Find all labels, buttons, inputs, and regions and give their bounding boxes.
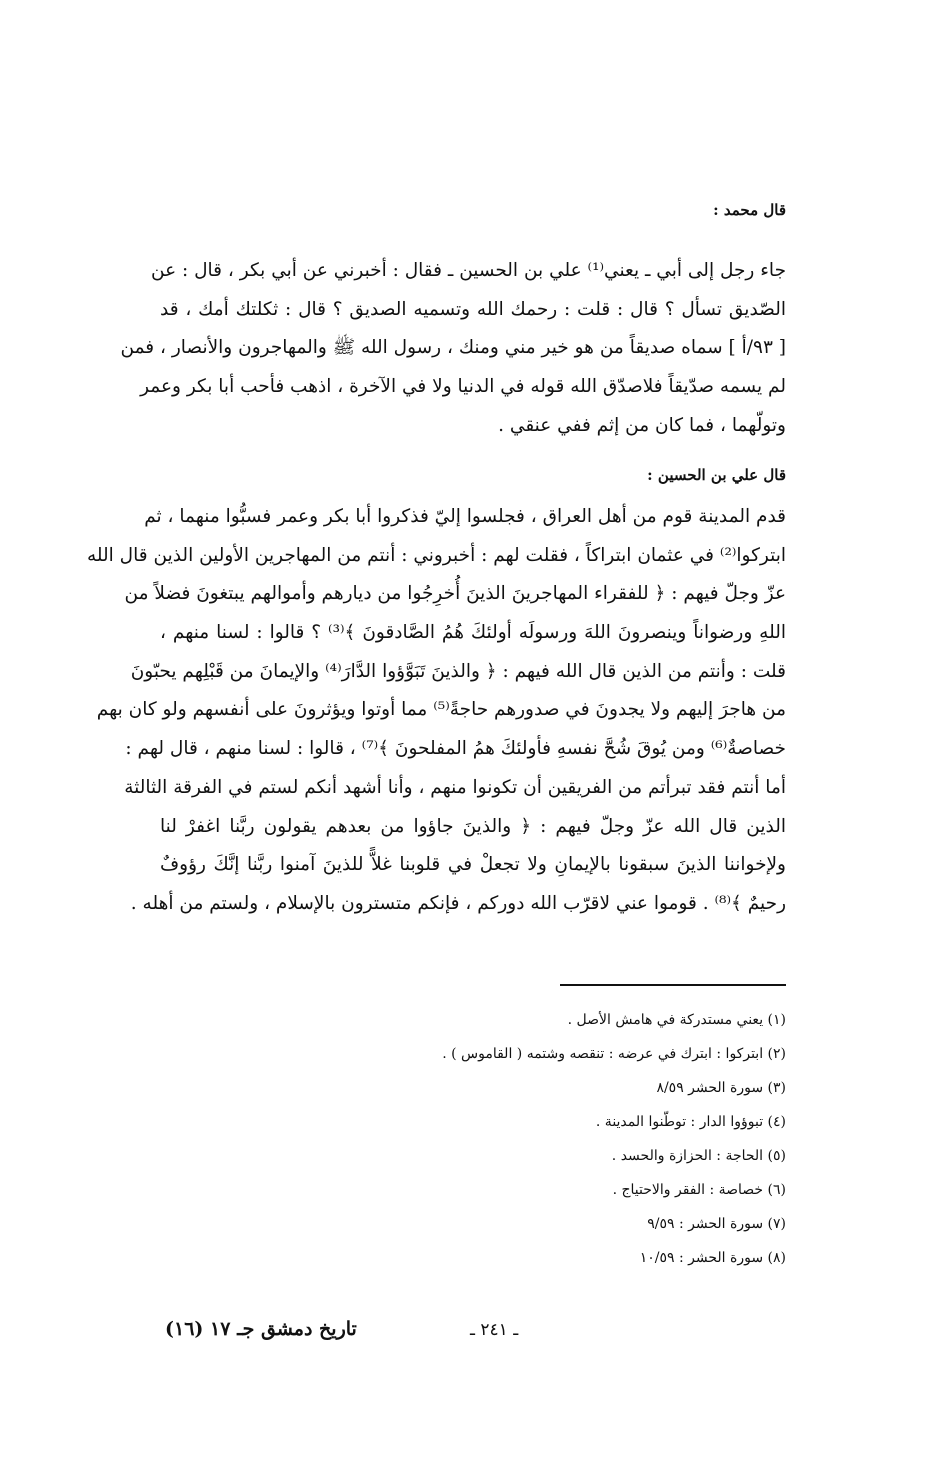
page-number: ـ ٢٤١ ـ xyxy=(470,1320,519,1340)
footnote: (٤) تبوؤوا الدار : توطّنوا المدينة . xyxy=(595,1114,786,1130)
text-line: خصاصةٌ⁽⁶⁾ ومن يُوقَ شُحَّ نفسهِ فأولئكَ همُ المفلحونَ ﴾⁽⁷⁾ ، قالوا : لسنا منهم ، قال لهم : xyxy=(125,738,786,760)
running-footer-title: تاريخ دمشق جـ ١٧ (١٦) xyxy=(165,1318,357,1340)
text-line: الصّديق تسأل ؟ قال : قلت : رحمك الله وتسميه الصديق ؟ قال : ثكلتك أمك ، قد xyxy=(160,298,786,320)
text-line: من هاجرَ إليهم ولا يجدونَ في صدورهم حاجةً⁽⁵⁾ مما أوتوا ويؤثرونَ على أنفسهم ولو كان بهم xyxy=(96,699,786,721)
text-line: ابتركوا⁽²⁾ في عثمان ابتراكاً ، فقلت لهم : أخبروني : أنتم من المهاجرين الأولين الذين قال الله xyxy=(86,544,786,566)
footnote: (٧) سورة الحشر : ٩/٥٩ xyxy=(647,1216,786,1232)
footnote: (٨) سورة الحشر : ١٠/٥٩ xyxy=(639,1250,786,1266)
text-line: رحيمٌ ﴾⁽⁸⁾ . قوموا عني لاقرّب الله دوركم ، فإنكم متسترون بالإسلام ، ولستم من أهله . xyxy=(130,892,786,914)
footnote: (٦) خصاصة : الفقر والاحتياج . xyxy=(612,1182,786,1198)
footnotes xyxy=(442,1003,786,1275)
footnote-divider xyxy=(560,984,786,986)
text-line: عزّ وجلّ فيهم : ﴿ للفقراء المهاجرينَ الذينَ أُخرِجُوا من ديارهم وأموالهم يبتغونَ فضلاً من xyxy=(124,583,786,605)
text-line: قدم المدينة قوم من أهل العراق ، فجلسوا إليّ فذكروا أبا بكر وعمر فسبُّوا منهما ، ثم xyxy=(144,506,786,527)
text-line: وتولّهما ، فما كان من إثم ففي عنقي . xyxy=(498,414,786,436)
footnote: (٥) الحاجة : الحزازة والحسد . xyxy=(611,1148,786,1164)
footnote: (٣) سورة الحشر ٨/٥٩ xyxy=(656,1080,786,1096)
footnote: (١) يعني مستدركة في هامش الأصل . xyxy=(567,1012,786,1028)
paragraph-1 xyxy=(120,252,786,445)
text-line: أما أنتم فقد تبرأتم من الفريقين أن تكونوا منهم ، وأنا أشهد أنكم لستم في الفرقة الثالثة xyxy=(124,776,786,798)
footnote: (٢) ابتركوا : ابترك في عرضه : تنقصه وشتمه ( القاموس ) . xyxy=(442,1046,786,1062)
section-heading: قال محمد : xyxy=(713,201,786,219)
text-line: اللهِ ورضواناً وينصرونَ اللهَ ورسولَه أولئكَ هُمُ الصَّادقونَ ﴾⁽³⁾ ؟ قالوا : لسنا منهم ، xyxy=(160,622,786,644)
section-heading: قال علي بن الحسين : xyxy=(647,466,786,484)
text-line: ولإخواننا الذينَ سبقونا بالإيمانِ ولا تجعلْ في قلوبنا غلاًّ للذينَ آمنوا ربَّنا إنَّكَ رؤوفٌ xyxy=(160,854,786,876)
text-line: جاء رجل إلى أبي ـ يعني⁽¹⁾ علي بن الحسين ـ فقال : أخبرني عن أبي بكر ، قال : عن xyxy=(150,260,786,281)
text-line: [ ٩٣/أ ] سماه صديقاً من هو خير مني ومنك ، رسول الله ﷺ والمهاجرون والأنصار ، فمن xyxy=(120,337,786,359)
paragraph-2 xyxy=(86,498,786,924)
text-line: الذين قال الله عزّ وجلّ فيهم : ﴿ والذينَ جاؤوا من بعدهم يقولون ربَّنا اغفرْ لنا xyxy=(160,815,786,837)
text-line: قلت : وأنتم من الذين قال الله فيهم : ﴿ والذينَ تَبَوَّؤوا الدَّارَ⁽⁴⁾ والإيمانَ من قَبْلِهم يحبّونَ xyxy=(130,660,786,682)
text-line: لم يسمه صدّيقاً فلاصدّق الله قوله في الدنيا ولا في الآخرة ، اذهب فأحب أبا بكر وعمر xyxy=(140,376,786,398)
